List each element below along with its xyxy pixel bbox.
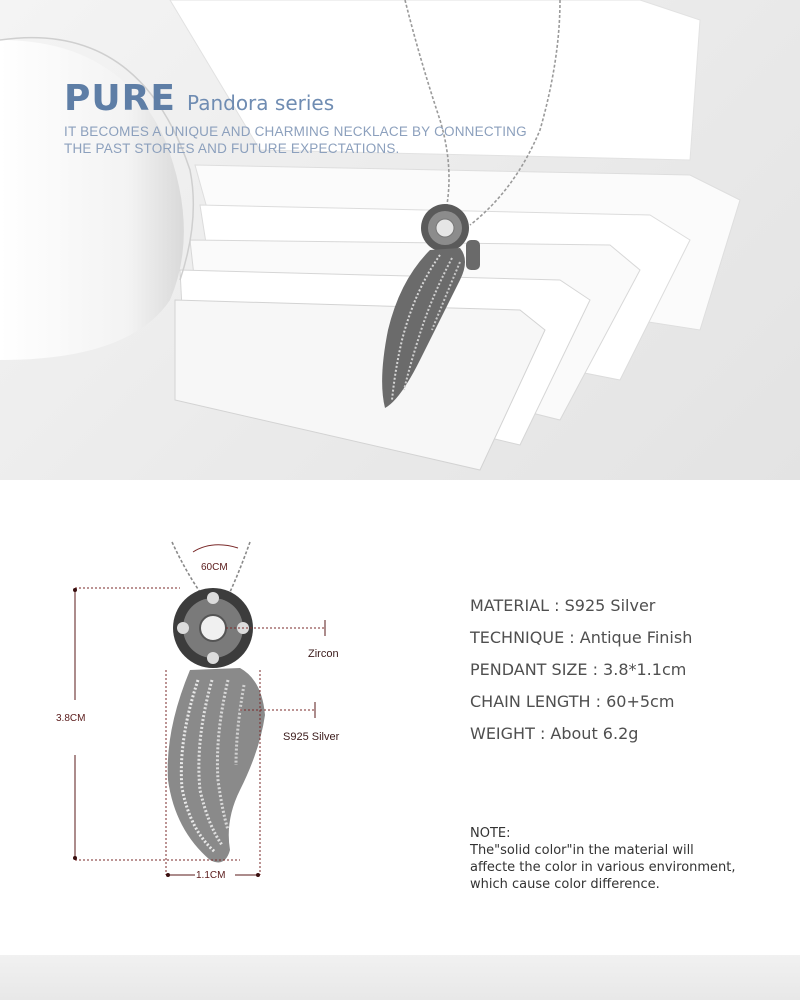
diagram-wing <box>168 668 265 862</box>
height-label: 3.8CM <box>56 713 86 724</box>
tagline-line-2: THE PAST STORIES AND FUTURE EXPECTATIONS. <box>64 141 400 156</box>
note-line-2: affecte the color in various environment, <box>470 860 736 875</box>
spec-list <box>470 590 780 750</box>
spec-chain-length: CHAIN LENGTH : 60+5cm <box>470 692 675 711</box>
pendant-dimension-diagram <box>50 530 380 890</box>
spec-technique: TECHNIQUE : Antique Finish <box>470 628 693 647</box>
spec-material: MATERIAL : S925 Silver <box>470 596 656 615</box>
tagline-line-1: IT BECOMES A UNIQUE AND CHARMING NECKLACE BY CONNECTING <box>64 124 527 139</box>
chain-length-arc <box>193 545 238 552</box>
brand-heading <box>64 78 334 119</box>
note-line-3: which cause color difference. <box>470 877 660 892</box>
hero-photo <box>0 0 800 480</box>
note-title: NOTE: <box>470 826 511 841</box>
diagram-clasp <box>173 588 253 668</box>
spec-pendant-size: PENDANT SIZE : 3.8*1.1cm <box>470 660 687 679</box>
tagline <box>64 123 527 157</box>
chain-length-label: 60CM <box>201 562 228 573</box>
zircon-label: Zircon <box>308 648 339 660</box>
spec-weight: WEIGHT : About 6.2g <box>470 724 639 743</box>
footer-strip <box>0 955 800 1000</box>
width-label: 1.1CM <box>196 870 226 881</box>
brand-series: Pandora series <box>187 91 335 115</box>
silver-label: S925 Silver <box>283 731 340 743</box>
note-line-1: The"solid color"in the material will <box>470 843 694 858</box>
brand-title: PURE <box>64 78 176 119</box>
pendant-illustration <box>50 530 380 890</box>
hero-banner <box>0 0 800 480</box>
color-note <box>470 825 780 893</box>
